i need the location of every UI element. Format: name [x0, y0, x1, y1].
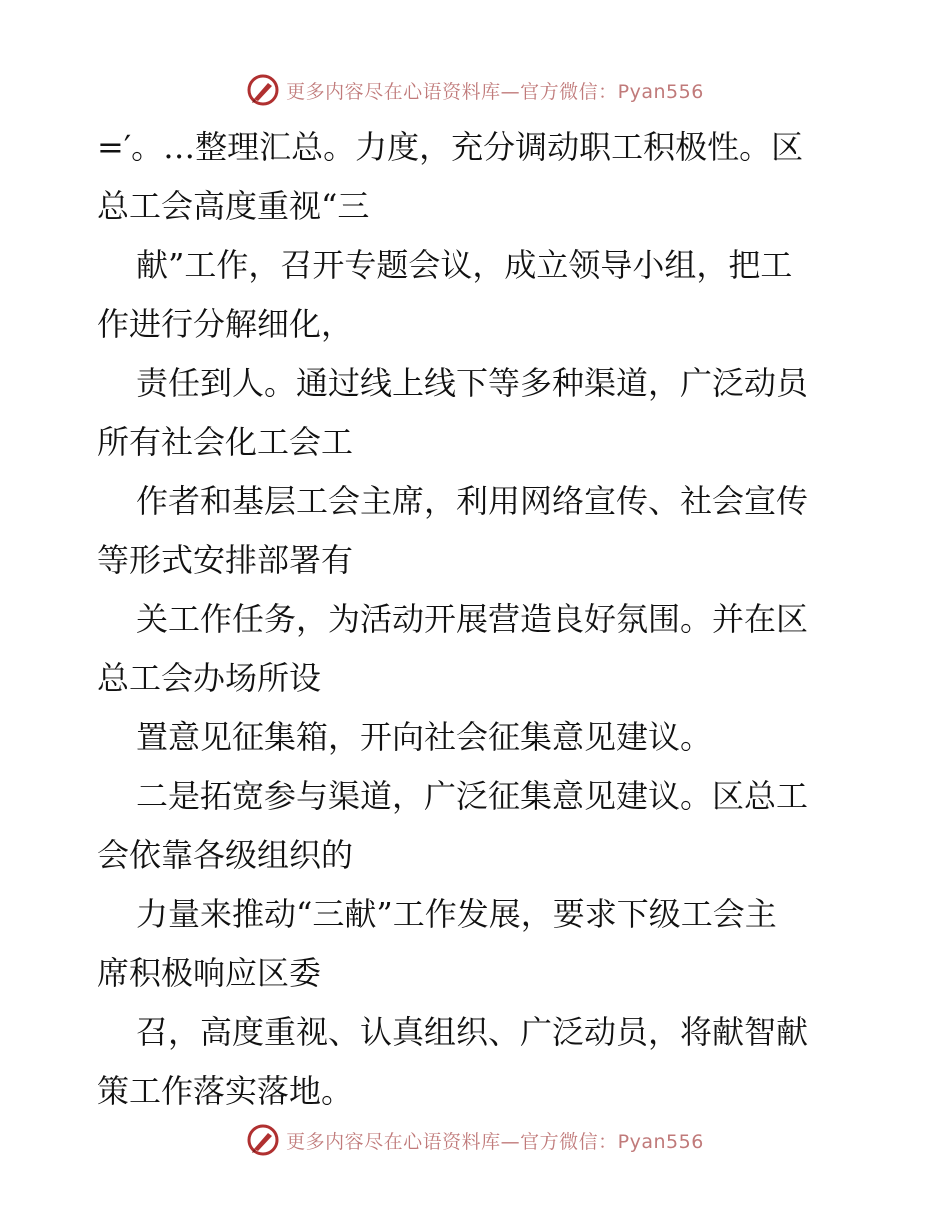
text-line: 力量来推动“三献”工作发展，要求下级工会主	[136, 895, 777, 933]
text-line: 总工会高度重视“三	[97, 187, 370, 225]
text-line: 置意见征集箱，开向社会征集意见建议。	[136, 718, 713, 756]
pen-logo-icon	[246, 1123, 280, 1157]
text-line: 席积极响应区委	[97, 954, 322, 992]
text-line: 作进行分解细化，	[97, 305, 354, 343]
pen-logo-icon	[246, 73, 280, 107]
text-line: 策工作落实落地。	[97, 1072, 354, 1110]
text-line: 二是拓宽参与渠道，广泛征集意见建议。区总工	[136, 777, 809, 815]
text-line: =′。…整理汇总。力度，充分调动职工积极性。区	[97, 128, 804, 166]
header-banner-text: 更多内容尽在心语资料库—官方微信：Pyan556	[286, 80, 704, 103]
footer-banner	[0, 1120, 950, 1160]
text-line: 等形式安排部署有	[97, 541, 354, 579]
document-body	[97, 118, 857, 1121]
text-line: 责任到人。通过线上线下等多种渠道，广泛动员	[136, 364, 809, 402]
text-line: 作者和基层工会主席，利用网络宣传、社会宣传	[136, 482, 809, 520]
header-banner	[0, 70, 950, 110]
text-line: 所有社会化工会工	[97, 423, 354, 461]
text-line: 关工作任务，为活动开展营造良好氛围。并在区	[136, 600, 809, 638]
text-line: 会依靠各级组织的	[97, 836, 354, 874]
text-line: 召，高度重视、认真组织、广泛动员，将献智献	[136, 1013, 809, 1051]
text-line: 总工会办场所设	[97, 659, 322, 697]
footer-banner-text: 更多内容尽在心语资料库—官方微信：Pyan556	[286, 1130, 704, 1153]
text-line: 献”工作，召开专题会议，成立领导小组，把工	[136, 246, 793, 284]
